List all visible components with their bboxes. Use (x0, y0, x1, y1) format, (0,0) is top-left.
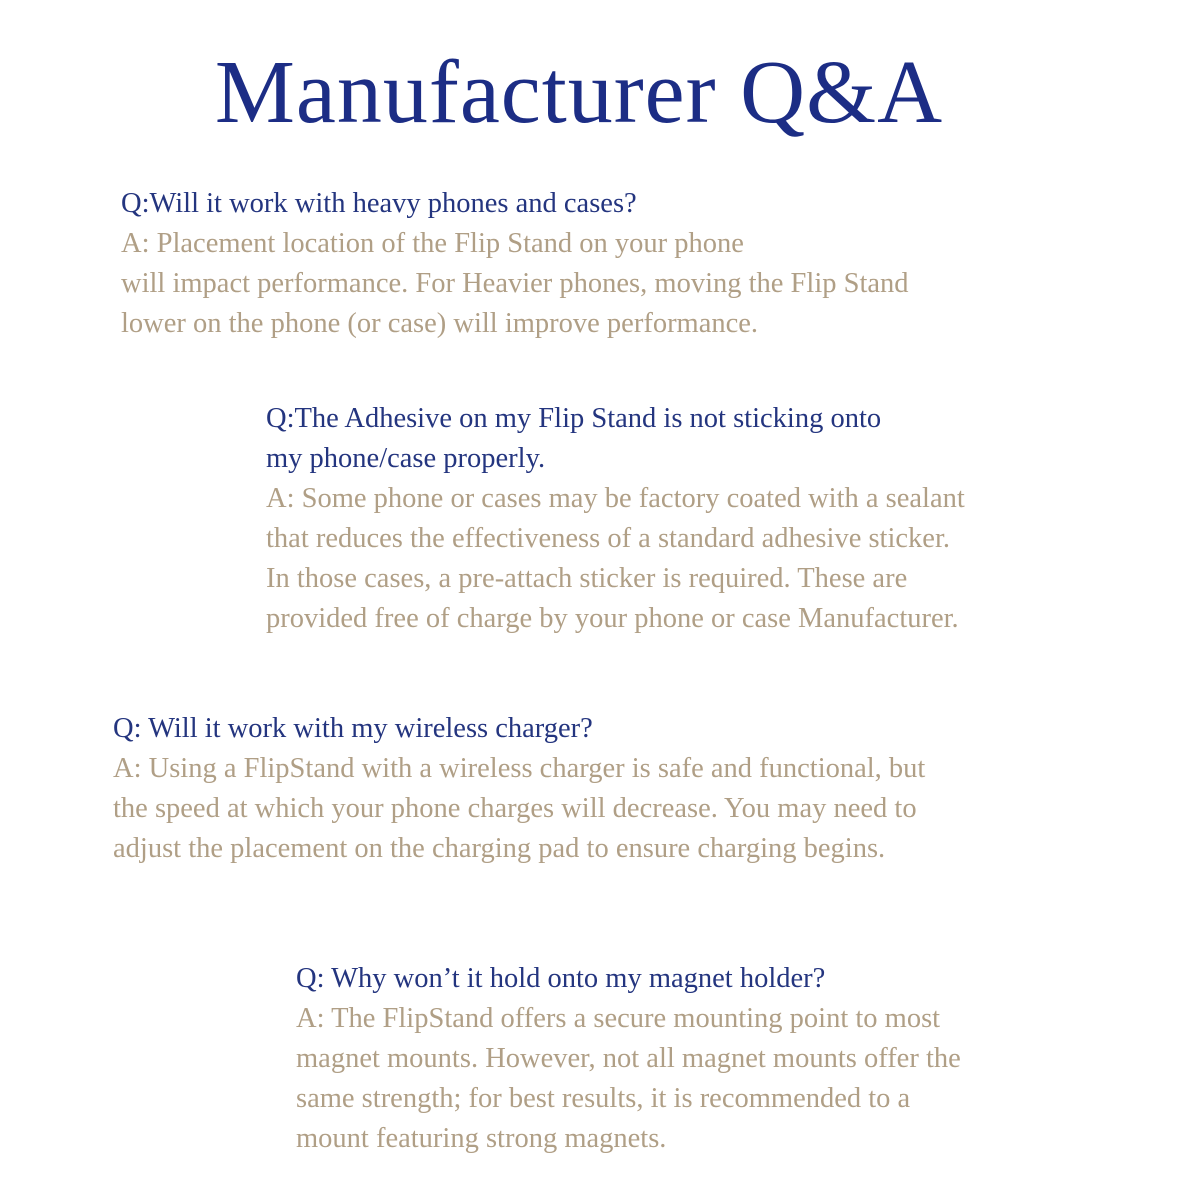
answer-text: adjust the placement on the charging pad to ensure charging begins. (113, 833, 886, 864)
answer-text: that reduces the effectiveness of a standard adhesive sticker. (266, 523, 950, 554)
faq-item-magnet-holder (296, 959, 961, 1159)
answer-text: lower on the phone (or case) will improve performance. (121, 308, 759, 339)
faq-item-adhesive (266, 399, 965, 639)
answer-text: In those cases, a pre-attach sticker is required. These are (266, 563, 908, 594)
answer-text: provided free of charge by your phone or case Manufacturer. (266, 603, 959, 634)
question-text: Q:Will it work with heavy phones and cases? (121, 188, 637, 219)
answer-text: A: Placement location of the Flip Stand on your phone (121, 228, 744, 259)
answer-text: A: The FlipStand offers a secure mounting point to most (296, 1003, 941, 1034)
faq-item-heavy-phones (121, 184, 909, 344)
answer-text: magnet mounts. However, not all magnet mounts offer the (296, 1043, 961, 1074)
answer-text: A: Some phone or cases may be factory coated with a sealant (266, 483, 965, 514)
answer-text: A: Using a FlipStand with a wireless charger is safe and functional, but (113, 753, 926, 784)
answer-text: will impact performance. For Heavier phones, moving the Flip Stand (121, 268, 909, 299)
question-text: my phone/case properly. (266, 443, 546, 474)
question-text: Q: Will it work with my wireless charger? (113, 713, 593, 744)
question-text: Q:The Adhesive on my Flip Stand is not sticking onto (266, 403, 882, 434)
answer-text: same strength; for best results, it is recommended to a (296, 1083, 911, 1114)
answer-text: mount featuring strong magnets. (296, 1123, 667, 1154)
question-text: Q: Why won’t it hold onto my magnet holder? (296, 963, 826, 994)
page-title: Manufacturer Q&A (214, 43, 944, 142)
answer-text: the speed at which your phone charges will decrease. You may need to (113, 793, 917, 824)
faq-item-wireless-charger (113, 709, 925, 869)
